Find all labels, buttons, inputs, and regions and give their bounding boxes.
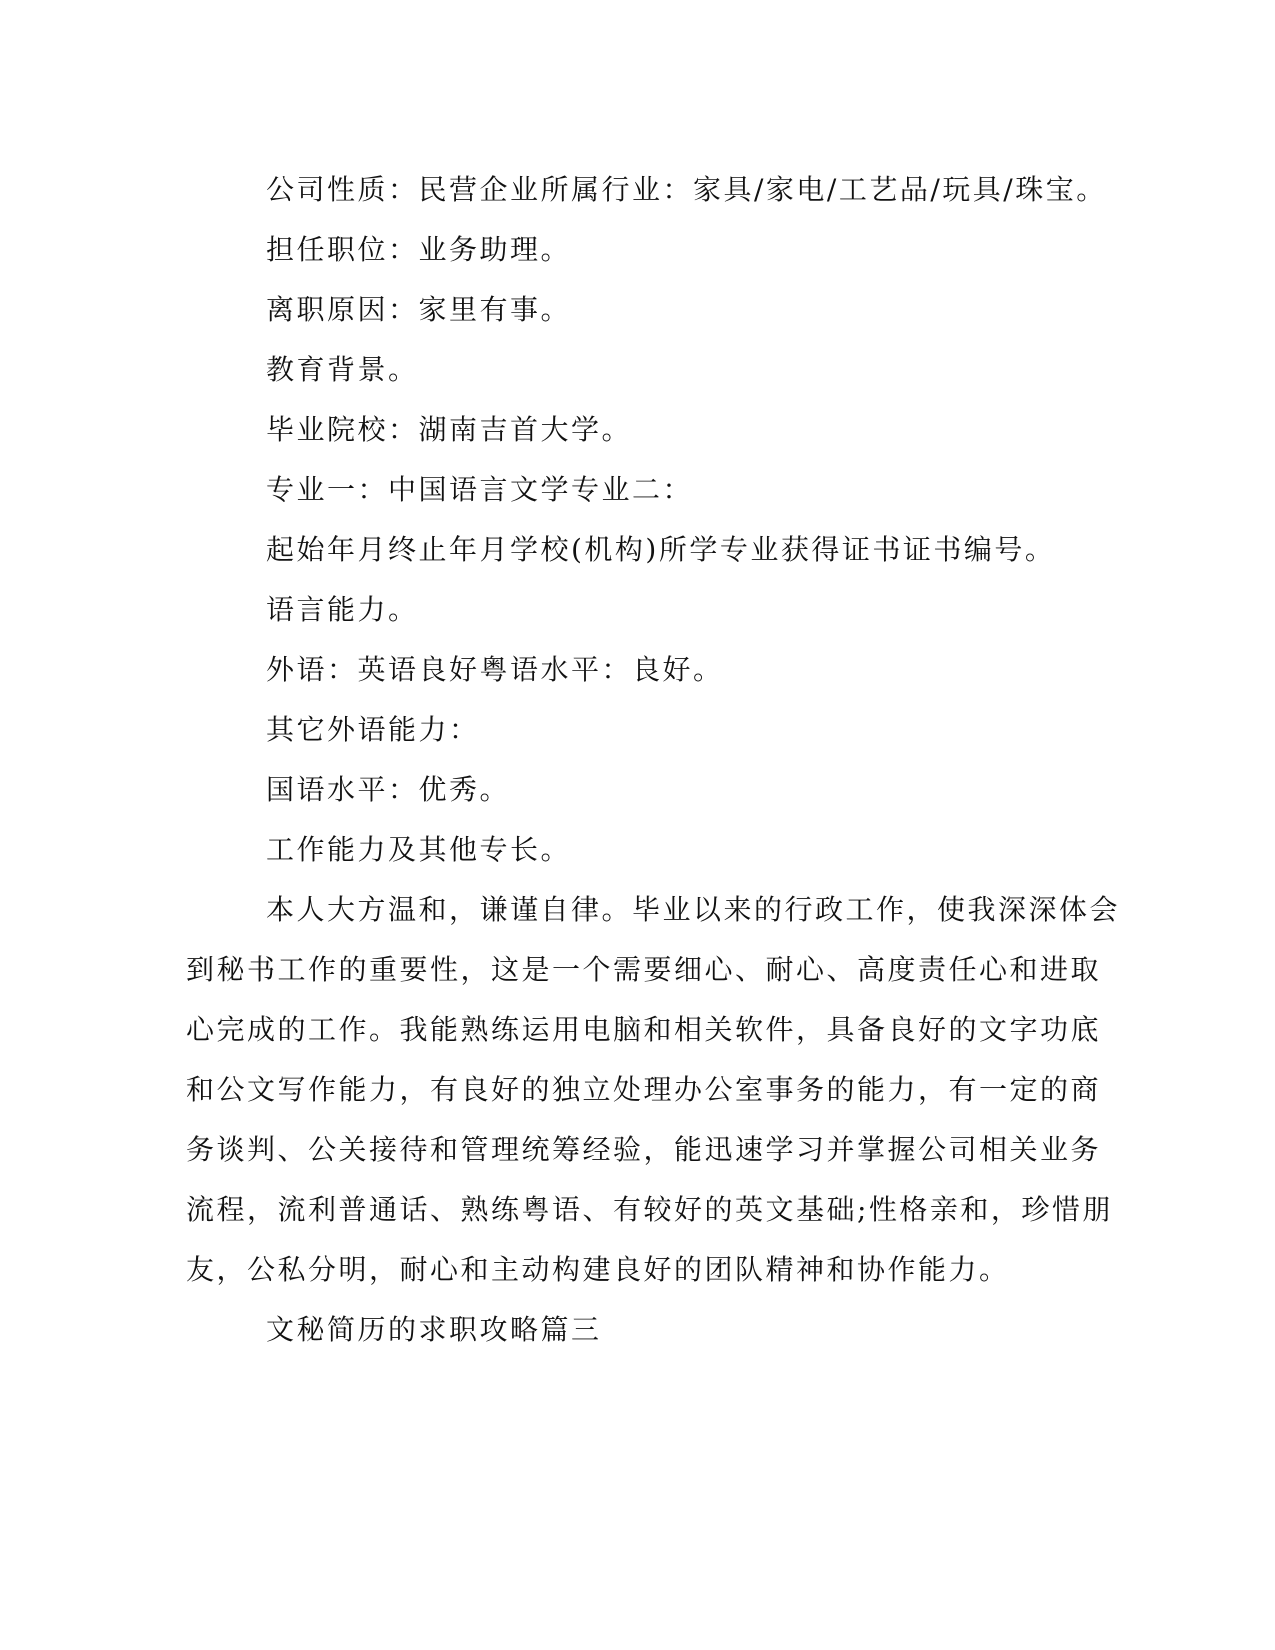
paragraph-line: 到秘书工作的重要性，这是一个需要细心、耐心、高度责任心和进取 xyxy=(186,953,1102,986)
other-language-line: 其它外语能力： xyxy=(266,713,480,746)
language-heading: 语言能力。 xyxy=(266,593,419,626)
major-line: 专业一：中国语言文学专业二： xyxy=(266,473,694,506)
paragraph-line: 友，公私分明，耐心和主动构建良好的团队精神和协作能力。 xyxy=(186,1253,1010,1286)
school-line: 毕业院校：湖南吉首大学。 xyxy=(266,413,633,446)
mandarin-line: 国语水平：优秀。 xyxy=(266,773,511,806)
next-section-title: 文秘简历的求职攻略篇三 xyxy=(266,1313,602,1346)
paragraph-line: 本人大方温和，谦谨自律。毕业以来的行政工作，使我深深体会 xyxy=(266,893,1121,926)
paragraph-line: 心完成的工作。我能熟练运用电脑和相关软件，具备良好的文字功底 xyxy=(186,1013,1102,1046)
paragraph-line: 和公文写作能力，有良好的独立处理办公室事务的能力，有一定的商 xyxy=(186,1073,1102,1106)
certificate-header-line: 起始年月终止年月学校(机构)所学专业获得证书证书编号。 xyxy=(266,533,1056,566)
education-heading: 教育背景。 xyxy=(266,353,419,386)
self-assessment-paragraph xyxy=(186,880,1121,1300)
company-nature-line: 公司性质：民营企业所属行业：家具/家电/工艺品/玩具/珠宝。 xyxy=(266,173,1107,206)
document-body xyxy=(186,160,1121,1360)
paragraph-line: 务谈判、公关接待和管理统筹经验，能迅速学习并掌握公司相关业务 xyxy=(186,1133,1102,1166)
leave-reason-line: 离职原因：家里有事。 xyxy=(266,293,572,326)
paragraph-line: 流程，流利普通话、熟练粤语、有较好的英文基础;性格亲和，珍惜朋 xyxy=(186,1193,1113,1226)
position-line: 担任职位：业务助理。 xyxy=(266,233,572,266)
foreign-language-line: 外语：英语良好粤语水平：良好。 xyxy=(266,653,724,686)
skills-heading: 工作能力及其他专长。 xyxy=(266,833,572,866)
